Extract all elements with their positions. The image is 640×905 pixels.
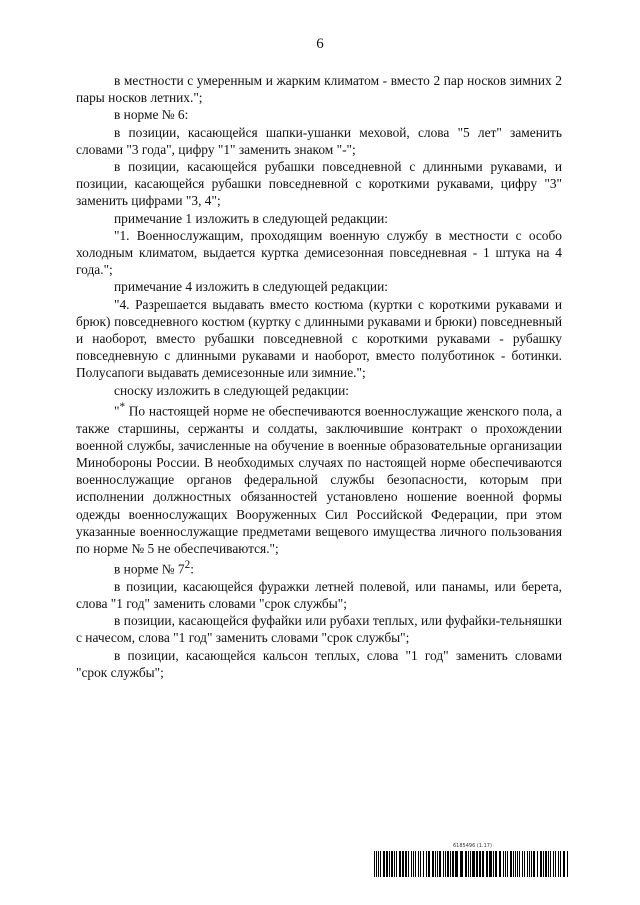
paragraph-note1-heading: примечание 1 изложить в следующей редакции: xyxy=(114,210,388,226)
norm7-suffix: : xyxy=(190,561,194,577)
paragraph-shirt: в позиции, касающейся рубашки повседневной с длинными рукавами, и позиции, касающейся рубашки повседневной с короткими рукавами, цифру "3" заменить цифрами "3, 4"; xyxy=(76,159,562,209)
paragraph-long-johns: в позиции, касающейся кальсон теплых, слова "1 год" заменить словами "срок службы"; xyxy=(76,647,562,680)
paragraph-note4: "4. Разрешается выдавать вместо костюма (куртки с короткими рукавами и брюк) повседневного костюм (куртку с длинными рукавами и брюки) повседневный и наоборот, вместо рубашки повседневной с короткими рукавами - рубашку повседневную с длинными рукавами и наоборот, вместо полуботинок - ботинки. Полусапоги выдавать демисезонные или зимние."; xyxy=(76,296,562,381)
page-number: 6 xyxy=(316,36,324,52)
paragraph-footnote-heading: сноску изложить в следующей редакции: xyxy=(114,382,349,398)
barcode-image xyxy=(374,851,568,877)
norm7-prefix: в норме № 7 xyxy=(114,561,185,577)
document-code: 6185496 (1.17) xyxy=(453,843,492,849)
paragraph-norm6-heading: в норме № 6: xyxy=(114,107,189,123)
paragraph-socks: в местности с умеренным и жарким климатом - вместо 2 пар носков зимних 2 пары носков летних."; xyxy=(76,73,562,106)
paragraph-footnote xyxy=(76,399,562,557)
paragraph-note4-heading: примечание 4 изложить в следующей редакции: xyxy=(114,279,388,295)
footnote-text: По настоящей норме не обеспечиваются военнослужащие женского пола, а также старшины, сержанты и солдаты, заключившие контракт о прохождении военной службы, зачисленные на обучение в военные образовательные организации Минобороны России. В необходимых случаях по настоящей норме обеспечиваются военнослужащие органов федеральной службы безопасности, которым при исполнении должностных обязанностей установлено ношение военной формы одежды военнослужащих Вооруженных Сил Российской Федерации, при этом указанные военнослужащие предметами вещевого имущества личного пользования по норме № 5 не обеспечиваются."; xyxy=(76,403,562,556)
paragraph-undershirt: в позиции, касающейся фуфайки или рубахи теплых, или фуфайки-тельняшки с начесом, слова "1 год" заменить словами "срок службы"; xyxy=(76,613,562,646)
paragraph-hat: в позиции, касающейся шапки-ушанки меховой, слова "5 лет" заменить словами "3 года", цифру "1" заменить знаком "-"; xyxy=(76,124,562,157)
document-body xyxy=(76,72,562,681)
paragraph-cap: в позиции, касающейся фуражки летней полевой, или панамы, или берета, слова "1 год" заменить словами "срок службы"; xyxy=(76,578,562,612)
footnote-marker: * xyxy=(119,400,126,413)
footnote-open-quote: " xyxy=(114,403,120,419)
norm7-superscript: 2 xyxy=(184,559,191,572)
paragraph-note1: "1. Военнослужащим, проходящим военную службу в местности с особо холодным климатом, выдается куртка демисезонная повседневная - 1 штука на 4 года."; xyxy=(76,227,562,278)
paragraph-norm7-heading xyxy=(76,557,562,578)
